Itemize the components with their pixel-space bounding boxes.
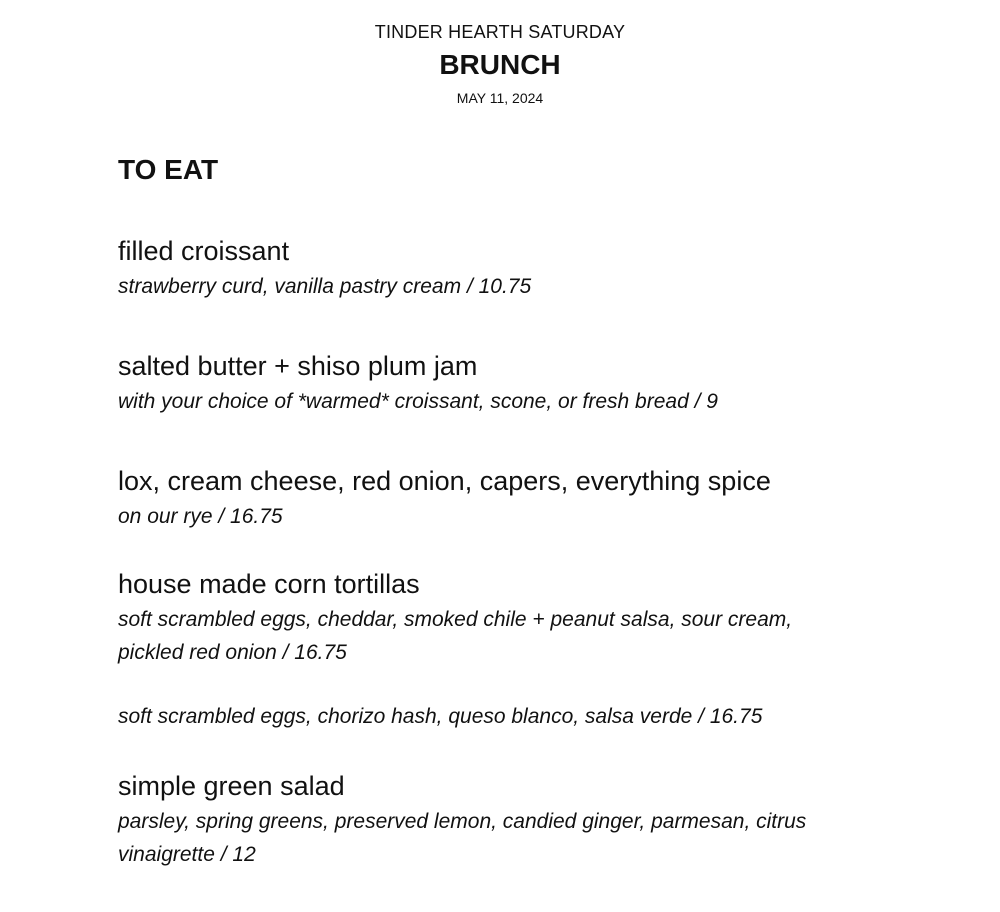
item-description: soft scrambled eggs, cheddar, smoked chile + peanut salsa, sour cream, pickled red onion / 16.75 bbox=[118, 608, 793, 664]
section-heading: TO EAT bbox=[118, 154, 219, 185]
item-description: on our rye / 16.75 bbox=[118, 505, 283, 528]
menu-item-green-salad bbox=[118, 769, 898, 871]
item-name: lox, cream cheese, red onion, capers, everything spice bbox=[118, 466, 771, 496]
menu-item-salted-butter bbox=[118, 349, 898, 418]
item-description: strawberry curd, vanilla pastry cream / 10.75 bbox=[118, 275, 532, 298]
menu-item-lox bbox=[118, 464, 898, 533]
restaurant-name: TINDER HEARTH SATURDAY bbox=[374, 22, 626, 42]
menu-item-corn-tortillas-alt bbox=[118, 700, 898, 733]
item-name: filled croissant bbox=[118, 236, 290, 266]
menu-title: BRUNCH bbox=[439, 49, 561, 80]
item-name: house made corn tortillas bbox=[118, 569, 420, 599]
item-description: parsley, spring greens, preserved lemon, candied ginger, parmesan, citrus vinaigrette / 12 bbox=[118, 810, 807, 866]
menu-header bbox=[0, 20, 1000, 108]
menu-item-filled-croissant bbox=[118, 234, 898, 303]
item-name: salted butter + shiso plum jam bbox=[118, 351, 478, 381]
item-description: with your choice of *warmed* croissant, scone, or fresh bread / 9 bbox=[118, 390, 718, 413]
menu-date: MAY 11, 2024 bbox=[456, 90, 544, 106]
item-alt-description: soft scrambled eggs, chorizo hash, queso blanco, salsa verde / 16.75 bbox=[118, 705, 763, 728]
item-name: simple green salad bbox=[118, 771, 345, 801]
menu-item-corn-tortillas bbox=[118, 567, 898, 669]
